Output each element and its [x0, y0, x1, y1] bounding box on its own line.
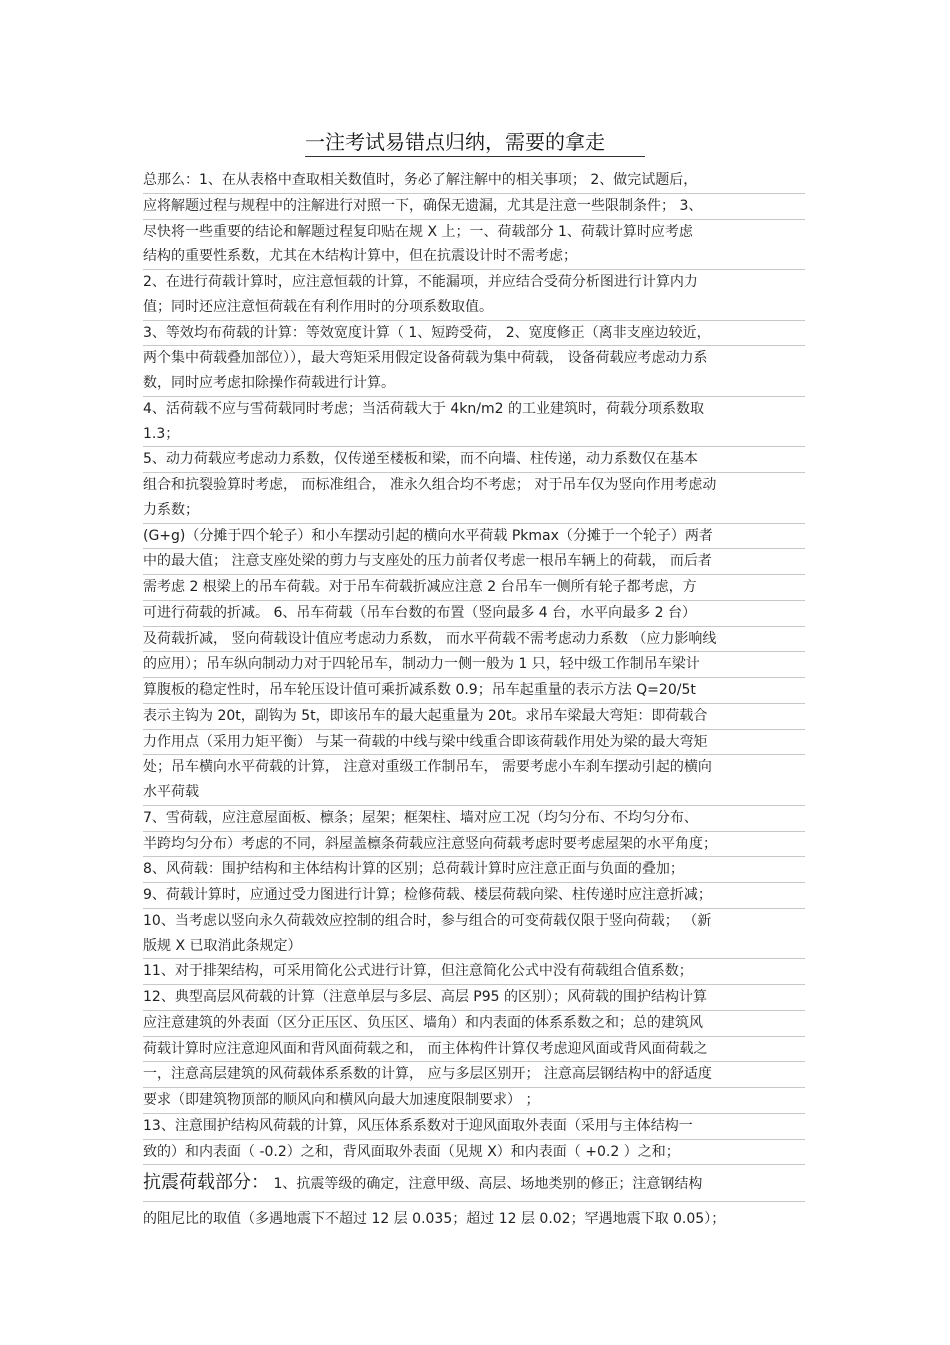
text-line: 4、活荷载不应与雪荷载同时考虑；当活荷载大于 4kn/m2 的工业建筑时，荷载分项系数取	[143, 396, 805, 422]
text-line: 1.3；	[143, 425, 180, 442]
text-line: 11、对于排架结构，可采用简化公式进行计算，但注意简化公式中没有荷载组合值系数；	[143, 958, 805, 984]
text-line: 尽快将一些重要的结论和解题过程复印贴在规 X 上；一、荷载部分 1、荷载计算时应考虑	[143, 219, 805, 245]
text-line: 版规 X 已取消此条规定）	[143, 937, 302, 954]
text-line: 7、雪荷载，应注意屋面板、檩条；屋架；框架柱、墙对应工况（均匀分布、不均匀分布、	[143, 805, 805, 831]
text-line: 算腹板的稳定性时，吊车轮压设计值可乘折减系数 0.9；吊车起重量的表示方法 Q=20/5t	[143, 677, 805, 703]
text-line: 结构的重要性系数，尤其在木结构计算中，但在抗震设计时不需考虑；	[143, 248, 577, 265]
document-body	[143, 168, 805, 1236]
text-line: 总那么：1、在从表格中查取相关数值时，务必了解注解中的相关事项； 2、做完试题后，	[143, 172, 698, 188]
text-line: 致的）和内表面（ -0.2）之和，背风面取外表面（见规 X）和内表面（ +0.2 ）之和；	[143, 1139, 805, 1165]
text-line: 应将解题过程与规程中的注解进行对照一下，确保无遗漏，尤其是注意一些限制条件； 3、	[143, 193, 805, 219]
text-line: 两个集中荷载叠加部位）），最大弯矩采用假定设备荷载为集中荷载， 设备荷载应考虑动力系	[143, 345, 805, 371]
text-line: 需考虑 2 根梁上的吊车荷载。对于吊车荷载折减应注意 2 台吊车一侧所有轮子都考虑，方	[143, 574, 805, 600]
text-line: 一，注意高层建筑的风荷载体系系数的计算， 应与多层区别开； 注意高层钢结构中的舒适度	[143, 1061, 805, 1087]
text-line: 中的最大值； 注意支座处梁的剪力与支座处的压力前者仅考虑一根吊车辆上的荷载， 而后者	[143, 548, 805, 574]
text-line: 力作用点（采用力矩平衡） 与某一荷载的中线与梁中线重合即该荷载作用处为梁的最大弯矩	[143, 729, 805, 755]
text-line: 荷载计算时应注意迎风面和背风面荷载之和， 而主体构件计算仅考虑迎风面或背风面荷载之	[143, 1036, 805, 1062]
text-line: 可进行荷载的折减。 6、吊车荷载（吊车台数的布置（竖向最多 4 台，水平向最多 2 台）	[143, 600, 805, 626]
text-line: 处；吊车横向水平荷载的计算， 注意对重级工作制吊车， 需要考虑小车刹车摆动引起的横向	[143, 754, 805, 780]
seismic-heading-line	[143, 1164, 805, 1201]
text-line: 2、在进行荷载计算时，应注意恒载的计算，不能漏项，并应结合受荷分析图进行计算内力	[143, 269, 805, 295]
text-line: 应注意建筑的外表面（区分正压区、负压区、墙角）和内表面的体系系数之和；总的建筑风	[143, 1010, 805, 1036]
text-span: 1、抗震等级的确定，注意甲级、高层、场地类别的修正；注意钢结构	[269, 1176, 703, 1193]
text-line: 的阻尼比的取值（多遇地震下不超过 12 层 0.035；超过 12 层 0.02；罕遇地震下取 0.05）；	[143, 1201, 805, 1236]
text-line: 3、等效均布荷载的计算：等效宽度计算（ 1、短跨受荷， 2、宽度修正（离非支座边较近，	[143, 320, 805, 346]
text-line: 及荷载折减， 竖向荷载设计值应考虑动力系数， 而水平荷载不需考虑动力系数 （应力影响线	[143, 626, 805, 652]
text-line: 数，同时应考虑扣除操作荷载进行计算。	[143, 375, 395, 391]
text-line: 要求（即建筑物顶部的顺风向和横风向最大加速度限制要求） ；	[143, 1087, 805, 1113]
text-line: 10、当考虑以竖向永久荷载效应控制的组合时，参与组合的可变荷载仅限于竖向荷载； （新	[143, 908, 805, 934]
section-heading: 抗震荷载部分：	[143, 1172, 269, 1194]
text-line: 组合和抗裂验算时考虑， 而标准组合， 准永久组合均不考虑； 对于吊车仅为竖向作用考虑动	[143, 472, 805, 498]
text-line: 值；同时还应注意恒荷载在有利作用时的分项系数取值。	[143, 298, 493, 315]
text-line: 12、典型高层风荷载的计算（注意单层与多层、高层 P95 的区别）；风荷载的围护结构计算	[143, 984, 805, 1010]
text-line: 5、动力荷载应考虑动力系数，仅传递至楼板和梁，而不向墙、柱传递，动力系数仅在基本	[143, 446, 805, 472]
text-line: 9、荷载计算时，应通过受力图进行计算；检修荷载、楼层荷载向梁、柱传递时应注意折减；	[143, 882, 805, 908]
text-line: (G+g)（分摊于四个轮子）和小车摆动引起的横向水平荷载 Pkmax（分摊于一个轮子）两者	[143, 523, 805, 549]
document-title: 一注考试易错点归纳，需要的拿走	[305, 128, 645, 157]
text-line: 的应用）；吊车纵向制动力对于四轮吊车，制动力一侧一般为 1 只，轻中级工作制吊车梁计	[143, 651, 805, 677]
text-line: 8、风荷载：围护结构和主体结构计算的区别；总荷载计算时应注意正面与负面的叠加；	[143, 856, 805, 882]
text-line: 表示主钩为 20t，副钩为 5t，即该吊车的最大起重量为 20t。求吊车梁最大弯矩：即荷载合	[143, 703, 805, 729]
text-line: 13、注意围护结构风荷载的计算，风压体系系数对于迎风面取外表面（采用与主体结构一	[143, 1113, 805, 1139]
text-line: 水平荷载	[143, 784, 199, 800]
text-line: 力系数；	[143, 501, 199, 518]
text-line: 半跨均匀分布）考虑的不同，斜屋盖檩条荷载应注意竖向荷载考虑时要考虑屋架的水平角度；	[143, 831, 805, 857]
